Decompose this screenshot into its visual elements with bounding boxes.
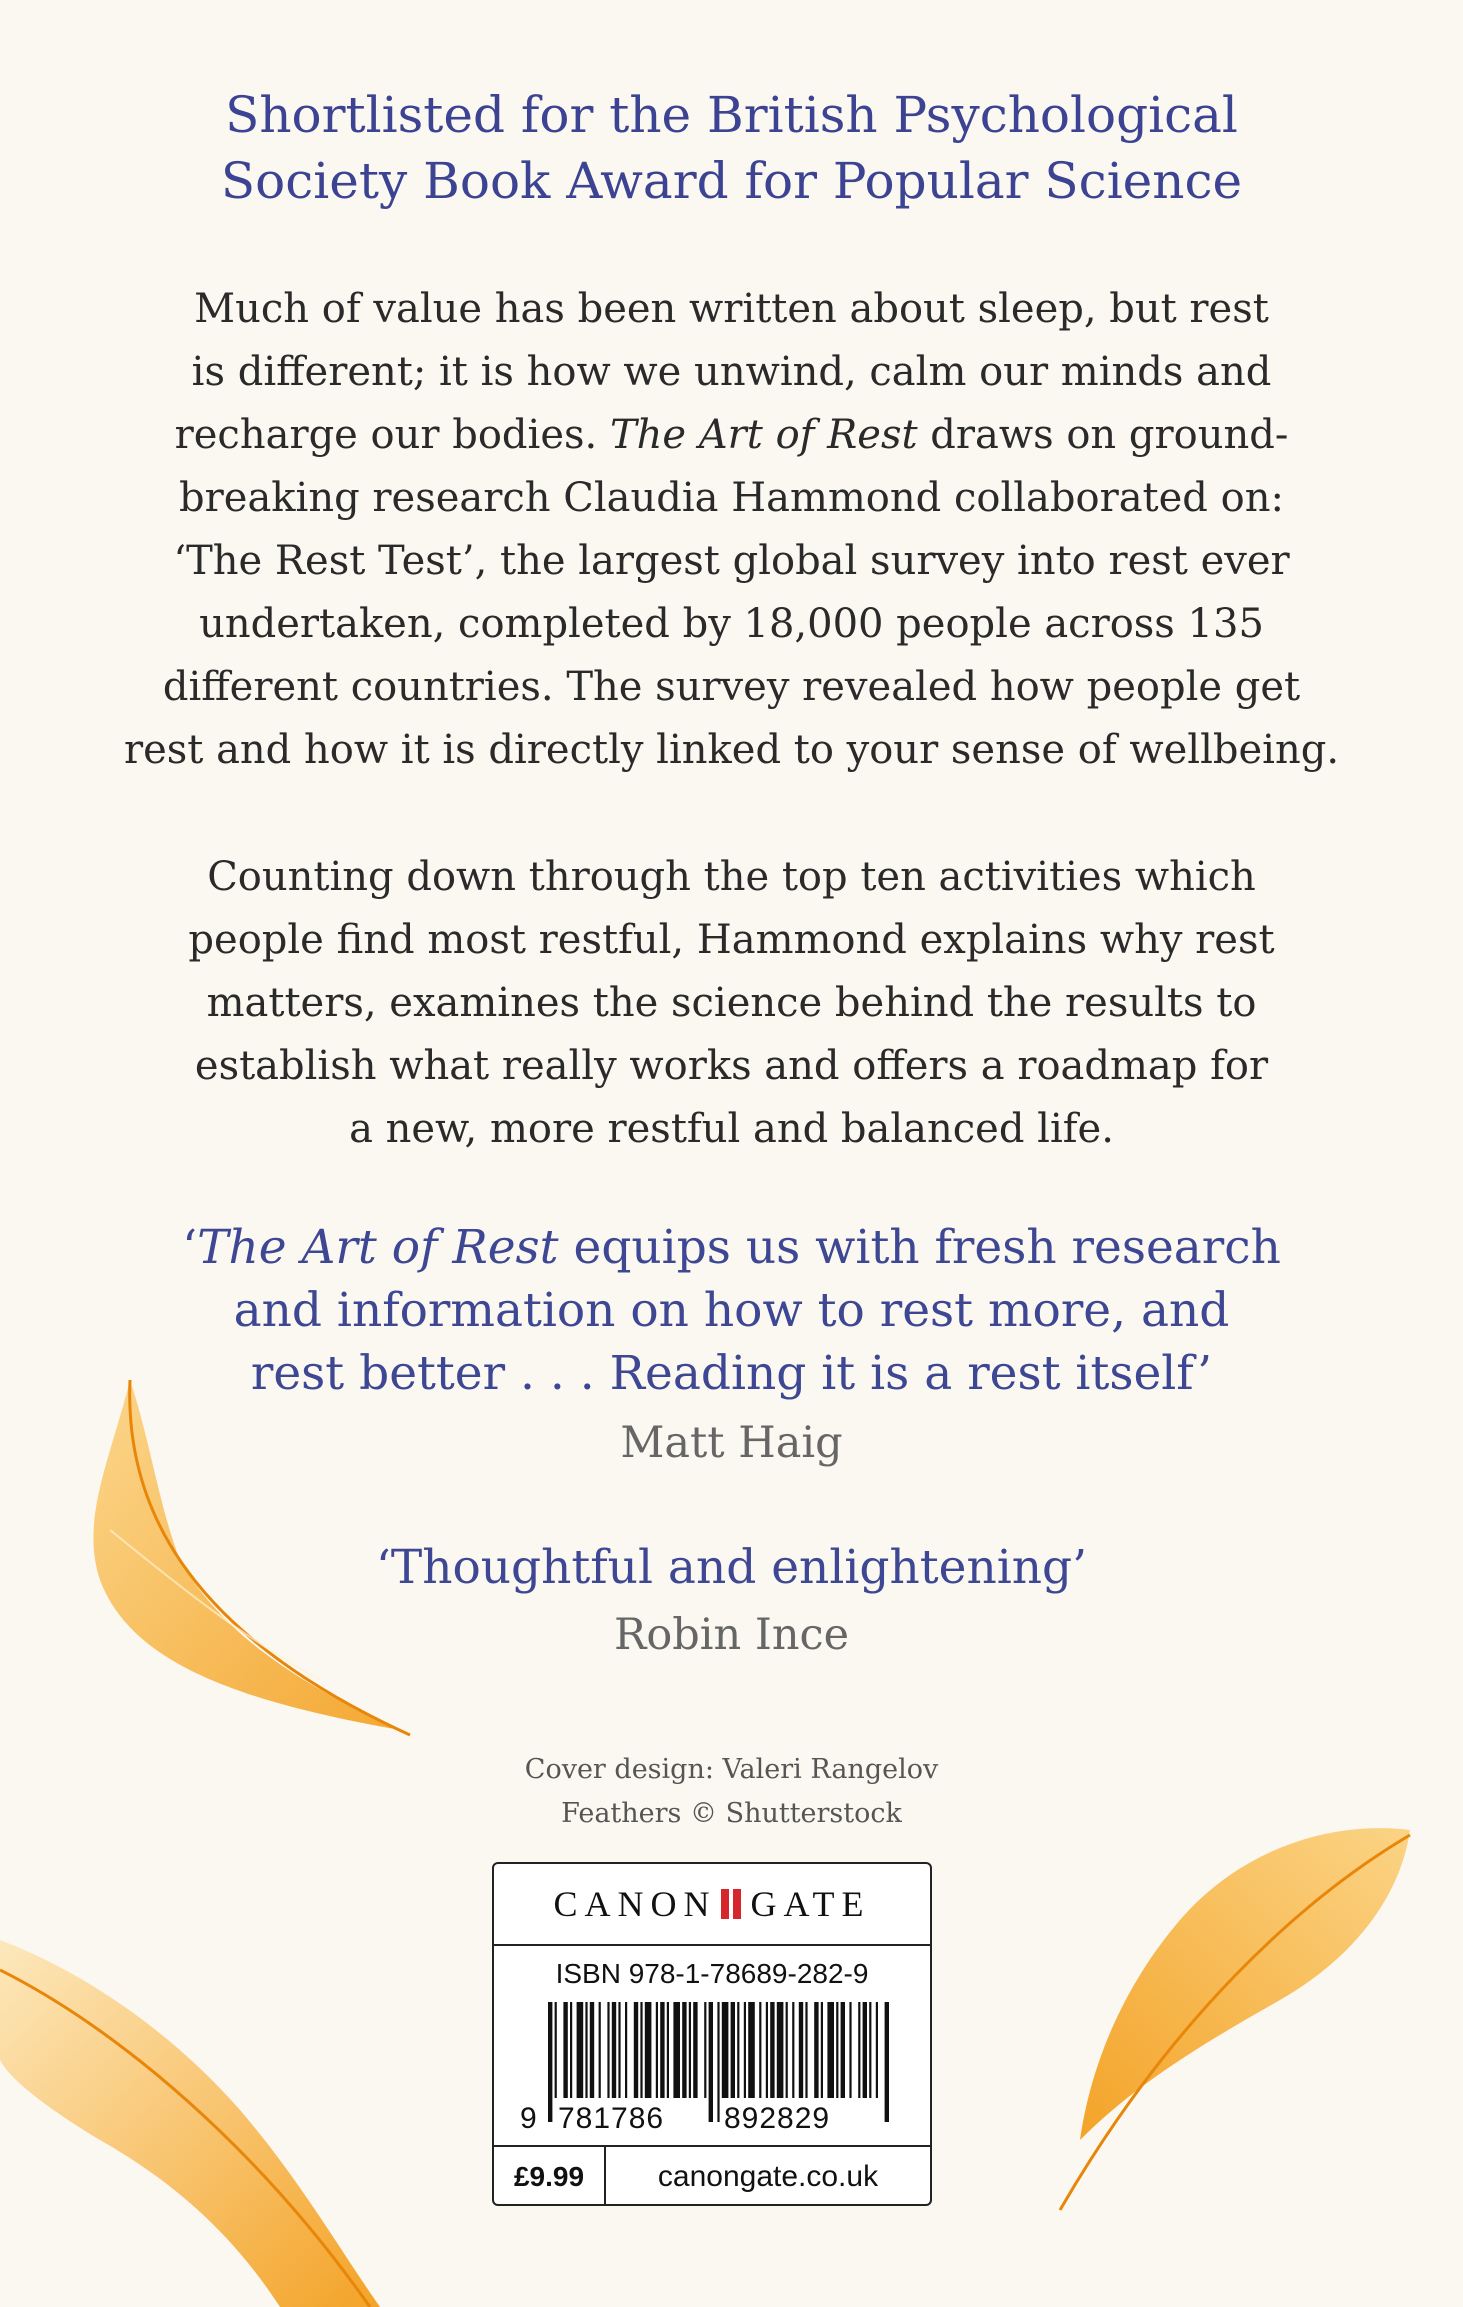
barcode-bar <box>612 2002 616 2098</box>
barcode-bar <box>667 2002 669 2098</box>
price-row <box>494 2145 930 2206</box>
description-line: Much of value has been written about sleep, but rest <box>194 286 1269 332</box>
publisher-mark-icon <box>719 1887 745 1921</box>
barcode-bar <box>704 2002 706 2098</box>
barcode-bar <box>849 2002 851 2098</box>
feather-bottom-left-illustration <box>0 1880 420 2307</box>
award-shortlist-line-1: Shortlisted for the British Psychological <box>225 86 1238 144</box>
award-shortlist-heading <box>0 82 1463 214</box>
barcode-bar <box>836 2002 838 2098</box>
description-line: matters, examines the science behind the results to <box>206 980 1257 1026</box>
book-title-inline: The Art of Rest <box>609 412 918 458</box>
description-text: draws on ground- <box>917 412 1289 458</box>
barcode-bar <box>693 2002 697 2098</box>
barcode-first-digit: 9 <box>520 2102 537 2132</box>
quote-open-mark: ‘ <box>182 1220 198 1275</box>
barcode-bar <box>792 2002 794 2098</box>
barcode-bar <box>869 2002 871 2098</box>
barcode-bar <box>858 2002 860 2098</box>
description-line: is different; it is how we unwind, calm our minds and <box>191 349 1272 395</box>
description-line: undertaken, completed by 18,000 people across 135 <box>199 601 1264 647</box>
description-paragraph-2 <box>0 846 1463 1161</box>
barcode-bar <box>577 2002 584 2098</box>
description-text: recharge our bodies. <box>174 412 610 458</box>
description-paragraph-1 <box>0 278 1463 782</box>
description-line: breaking research Claudia Hammond collaborated on: <box>179 475 1284 521</box>
barcode-bar <box>717 2002 719 2122</box>
quote-text: equips us with fresh research <box>558 1220 1281 1275</box>
price: £9.99 <box>494 2147 606 2206</box>
barcode-bar <box>689 2002 691 2098</box>
quote-1-author: Matt Haig <box>620 1418 843 1468</box>
barcode-bar <box>607 2002 609 2098</box>
publisher-logo <box>494 1864 930 1946</box>
quote-line <box>0 1216 1463 1279</box>
barcode-bar <box>555 2002 557 2098</box>
barcode-bar <box>599 2002 601 2098</box>
barcode-bar <box>737 2002 739 2098</box>
barcode-bar <box>618 2002 620 2098</box>
barcode-bar <box>777 2002 784 2098</box>
description-line: establish what really works and offers a roadmap for <box>194 1043 1269 1089</box>
barcode-bar <box>885 2002 889 2122</box>
description-line: different countries. The survey revealed how people get <box>162 664 1301 710</box>
barcode-bar <box>645 2002 652 2098</box>
barcode-bar <box>863 2002 867 2098</box>
barcode-bar <box>563 2002 567 2098</box>
barcode-bar <box>673 2002 680 2098</box>
book-title-inline: The Art of Rest <box>197 1220 559 1275</box>
barcode-bar <box>570 2002 572 2098</box>
description-line: ‘The Rest Test’, the largest global survey into rest ever <box>173 538 1290 584</box>
barcode-bar <box>748 2002 755 2098</box>
barcode-bar <box>585 2002 587 2098</box>
award-shortlist-line-2: Society Book Award for Popular Science <box>220 152 1243 210</box>
barcode-bar <box>660 2002 664 2098</box>
barcode-bar <box>731 2002 735 2098</box>
description-line: Counting down through the top ten activities which <box>207 854 1256 900</box>
description-line: a new, more restful and balanced life. <box>349 1106 1114 1152</box>
quote-2-author: Robin Ince <box>613 1610 850 1660</box>
barcode-bar <box>640 2002 642 2098</box>
barcode-bar <box>841 2002 845 2098</box>
description-line: rest and how it is directly linked to your sense of wellbeing. <box>123 727 1340 773</box>
barcode-bar <box>709 2002 713 2122</box>
barcode-bar <box>827 2002 834 2098</box>
barcode-panel <box>492 1862 932 2206</box>
barcode-bar <box>786 2002 788 2098</box>
quote-line: and information on how to rest more, and <box>233 1283 1230 1338</box>
isbn-number: ISBN 978-1-78689-282-9 <box>555 1958 869 1989</box>
barcode-bar <box>548 2002 552 2122</box>
feathers-credit: Feathers © Shutterstock <box>561 1798 902 1829</box>
barcode-bar <box>590 2002 594 2098</box>
barcode <box>518 2002 906 2132</box>
publisher-website: canongate.co.uk <box>657 2159 879 2193</box>
quote-line: rest better . . . Reading it is a rest itself’ <box>250 1346 1213 1401</box>
cover-design-credit: Cover design: Valeri Rangelov <box>524 1754 939 1785</box>
barcode-bar <box>876 2002 878 2098</box>
barcode-bar <box>799 2002 803 2098</box>
barcode-group-1: 781786 <box>558 2102 665 2132</box>
barcode-bar <box>634 2002 638 2098</box>
review-quote-1 <box>0 1216 1463 1405</box>
barcode-bar <box>625 2002 627 2098</box>
description-line <box>0 404 1463 467</box>
barcode-bar <box>821 2002 823 2098</box>
barcode-bar <box>759 2002 761 2098</box>
publisher-name-left: CANON <box>553 1884 717 1924</box>
barcode-bar <box>805 2002 807 2098</box>
barcode-bar <box>682 2002 686 2098</box>
barcode-bar <box>744 2002 746 2098</box>
quote-line: ‘Thoughtful and enlightening’ <box>375 1540 1088 1595</box>
barcode-bar <box>770 2002 774 2098</box>
barcode-bar <box>814 2002 818 2098</box>
description-line: people find most restful, Hammond explains why rest <box>188 917 1275 963</box>
barcode-group-2: 892829 <box>724 2102 831 2132</box>
feather-right-illustration <box>1000 1810 1430 2230</box>
image-credits <box>0 1748 1463 1836</box>
barcode-bar <box>656 2002 658 2098</box>
barcode-bar <box>722 2002 729 2098</box>
publisher-name-right: GATE <box>750 1884 871 1924</box>
review-quote-2 <box>0 1536 1463 1599</box>
barcode-bar <box>766 2002 768 2098</box>
